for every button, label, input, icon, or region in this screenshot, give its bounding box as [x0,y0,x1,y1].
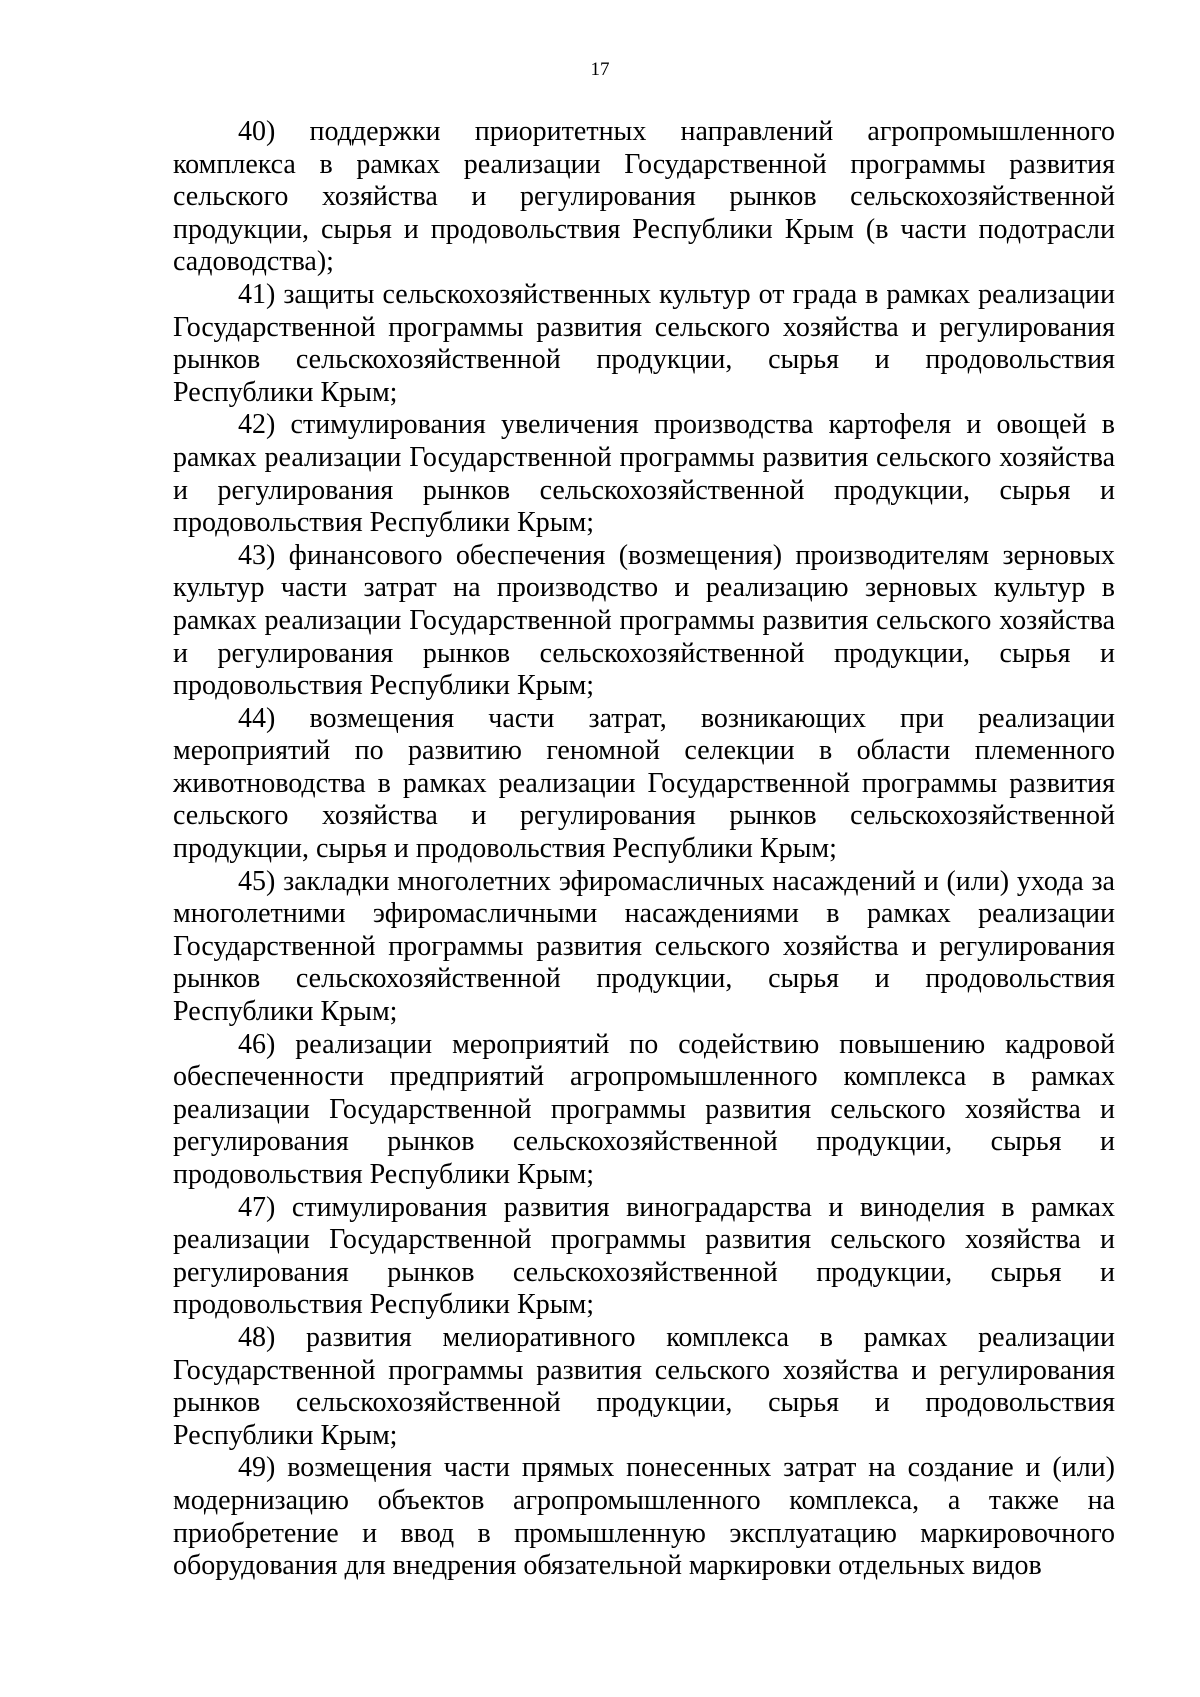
list-item-49: 49) возмещения части прямых понесенных затрат на создание и (или) модернизацию объектов агропромышленного комплекса, а также на приобретение и ввод в промышленную эксплуатацию маркировочного оборудования для внедрения обязательной маркировки отдельных видов [173,1452,1115,1582]
list-item-42: 42) стимулирования увеличения производства картофеля и овощей в рамках реализации Государственной программы развития сельского хозяйства и регулирования рынков сельскохозяйственной продукции, сырья и продовольствия Республики Крым; [173,409,1115,539]
page-number: 17 [590,59,610,80]
list-item-48: 48) развития мелиоративного комплекса в рамках реализации Государственной программы развития сельского хозяйства и регулирования рынков сельскохозяйственной продукции, сырья и продовольствия Республики Крым; [173,1321,1115,1451]
list-item-46: 46) реализации мероприятий по содействию повышению кадровой обеспеченности предприятий агропромышленного комплекса в рамках реализации Государственной программы развития сельского хозяйства и регулирования рынков сельскохозяйственной продукции, сырья и продовольствия Республики Крым; [173,1028,1115,1190]
document-body [173,116,1115,1583]
list-item-41: 41) защиты сельскохозяйственных культур от града в рамках реализации Государственной программы развития сельского хозяйства и регулирования рынков сельскохозяйственной продукции, сырья и продовольствия Республики Крым; [173,278,1115,408]
list-item-47: 47) стимулирования развития виноградарства и виноделия в рамках реализации Государственной программы развития сельского хозяйства и регулирования рынков сельскохозяйственной продукции, сырья и продовольствия Республики Крым; [173,1191,1115,1321]
list-item-44: 44) возмещения части затрат, возникающих при реализации мероприятий по развитию геномной селекции в области племенного животноводства в рамках реализации Государственной программы развития сельского хозяйства и регулирования рынков сельскохозяйственной продукции, сырья и продовольствия Республики Крым; [173,702,1115,865]
list-item-45: 45) закладки многолетних эфиромасличных насаждений и (или) ухода за многолетними эфиромасличными насаждениями в рамках реализации Государственной программы развития сельского хозяйства и регулирования рынков сельскохозяйственной продукции, сырья и продовольствия Республики Крым; [173,865,1115,1028]
list-item-43: 43) финансового обеспечения (возмещения) производителям зерновых культур части затрат на производство и реализацию зерновых культур в рамках реализации Государственной программы развития сельского хозяйства и регулирования рынков сельскохозяйственной продукции, сырья и продовольствия Республики Крым; [173,539,1115,702]
list-item-40: 40) поддержки приоритетных направлений агропромышленного комплекса в рамках реализации Государственной программы развития сельского хозяйства и регулирования рынков сельскохозяйственной продукции, сырья и продовольствия Республики Крым (в части подотрасли садоводства); [173,116,1115,278]
